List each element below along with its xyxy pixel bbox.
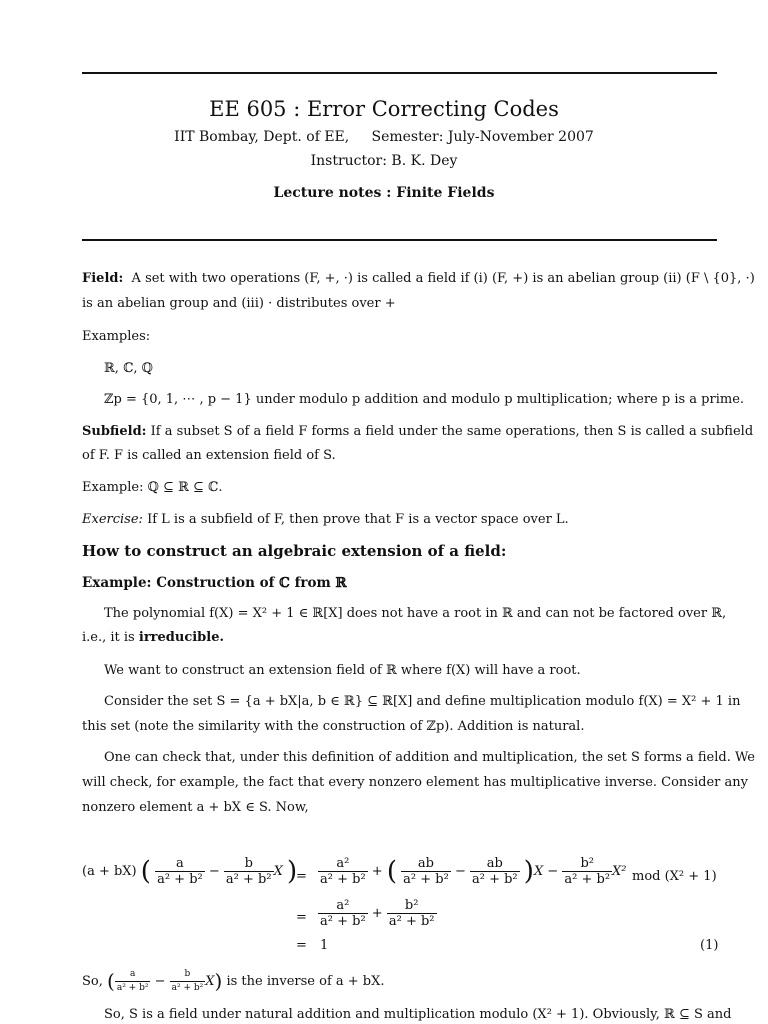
so-inverse-line (82, 968, 385, 995)
fraction-ab-1: $\frac{ab}{\text{a² + b²}}$ (403, 856, 449, 887)
equals-sign-3: = (296, 938, 307, 953)
top-rule (82, 72, 717, 74)
document-title: EE 605 : Error Correcting Codes (209, 97, 559, 121)
header-bottom-rule (82, 239, 717, 241)
para4-line2: will check, for example, the fact that every nonzero element has multiplicative inverse. Consider any (82, 775, 748, 790)
exercise-label: Exercise: (82, 512, 143, 527)
section-heading: How to construct an algebraic extension of a field: (82, 542, 507, 560)
para2: We want to construct an extension field of ℝ where f(X) will have a root. (104, 663, 581, 678)
instructor: Instructor: B. K. Dey (310, 153, 458, 169)
so-label: So, (82, 974, 103, 989)
equals-sign-2: = (296, 910, 307, 925)
last-line: So, S is a field under natural addition and multiplication modulo (X² + 1). Obviously, ℝ ⊆ S and (104, 1007, 732, 1022)
field-text: A set with two operations (F, +, ·) is called a field if (i) (F, +) is an abelian group (ii) (F \ {0}, ·) (131, 271, 755, 286)
subfield-line2: of F. F is called an extension field of S. (82, 448, 336, 463)
var-x-2: X (533, 864, 544, 879)
field-definition-line1 (82, 272, 755, 285)
para1-text: i.e., it is (82, 630, 135, 645)
small-fraction-b: $\frac{b}{\text{a² + b²}}$ (171, 969, 204, 993)
institution: IIT Bombay, Dept. of EE, (174, 129, 350, 145)
plus-sign-2: + (371, 906, 383, 921)
equals-sign-1: = (296, 869, 307, 884)
fraction-a2-2: $\frac{\text{a²}}{\text{a² + b²}}$ (320, 898, 366, 929)
irreducible-term: irreducible. (138, 630, 225, 645)
subfield-text: If a subset S of a field F forms a field under the same operations, then S is called a subfield (150, 424, 754, 439)
exercise-text: If L is a subfield of F, then prove that F is a vector space over L. (147, 512, 569, 527)
subfield-label: Subfield: (82, 424, 147, 439)
plus-sign: + (371, 864, 383, 879)
small-fraction-a: $\frac{a}{\text{a² + b²}}$ (116, 969, 149, 993)
right-paren-2: ) (523, 856, 534, 887)
exercise (82, 513, 569, 526)
para1-line2 (82, 631, 224, 644)
var-x: X (273, 864, 283, 879)
fraction-ab-2: $\frac{ab}{\text{a² + b²}}$ (471, 856, 518, 887)
fraction-a: $\frac{a}{\text{a² + b²}}$ (157, 856, 203, 887)
para1-line1: The polynomial f(X) = X² + 1 ∈ ℝ[X] does not have a root in ℝ and can not be factored over ℝ, (104, 606, 727, 621)
minus-sign-3: − (547, 864, 559, 879)
var-x-3: X (205, 974, 215, 989)
subsection-heading: Example: Construction of ℂ from ℝ (82, 575, 347, 591)
right-paren: ) (286, 856, 298, 887)
equation-line1-lhs (82, 856, 297, 887)
minus-sign-2: − (454, 864, 466, 879)
fraction-b: $\frac{b}{\text{a² + b²}}$ (225, 856, 272, 887)
fraction-a2: $\frac{\text{a²}}{\text{a² + b²}}$ (320, 856, 366, 887)
para4-line3: nonzero element a + bX ∈ S. Now, (82, 800, 309, 815)
right-paren-3: ) (214, 969, 223, 993)
examples-label: Examples: (82, 329, 151, 344)
semester: Semester: July-November 2007 (371, 129, 594, 145)
example-number-systems: ℝ, ℂ, ℚ (104, 361, 154, 376)
equation-number: (1) (700, 938, 719, 953)
fraction-b2: $\frac{\text{b²}}{\text{a² + b²}}$ (564, 856, 611, 887)
institution-line (0, 129, 768, 145)
left-paren: ( (140, 856, 151, 887)
example-subfield: Example: ℚ ⊆ ℝ ⊆ ℂ. (82, 480, 223, 495)
para3-line2: this set (note the similarity with the construction of ℤp). Addition is natural. (82, 719, 585, 734)
equation-line1-rhs (318, 856, 627, 887)
left-paren-3: ( (107, 969, 115, 993)
fraction-b2-2: $\frac{\text{b²}}{\text{a² + b²}}$ (388, 898, 435, 929)
modulus-term: mod (X² + 1) (632, 869, 717, 884)
lhs-factor: (a + bX) (82, 864, 137, 879)
field-definition-line2: is an abelian group and (iii) · distributes over + (82, 296, 396, 311)
left-paren-2: ( (386, 856, 397, 887)
field-label: Field: (82, 271, 124, 286)
para3-line1: Consider the set S = {a + bX|a, b ∈ ℝ} ⊆ ℝ[X] and define multiplication modulo f(X) = X² + 1 in (104, 694, 741, 709)
minus-sign: − (208, 864, 220, 879)
inverse-text: is the inverse of a + bX. (226, 974, 385, 989)
para4-line1: One can check that, under this definition of addition and multiplication, the set S forms a field. We (104, 750, 755, 765)
minus-sign-4: − (154, 974, 166, 989)
example-zp: ℤp = {0, 1, ⋯ , p − 1} under modulo p addition and modulo p multiplication; where p is a prime. (104, 392, 745, 407)
var-x-squared: X² (612, 864, 627, 879)
result-one: 1 (320, 938, 329, 953)
lecture-title: Lecture notes : Finite Fields (273, 185, 495, 201)
subfield-line1 (82, 425, 753, 438)
equation-line2-rhs (318, 898, 437, 929)
